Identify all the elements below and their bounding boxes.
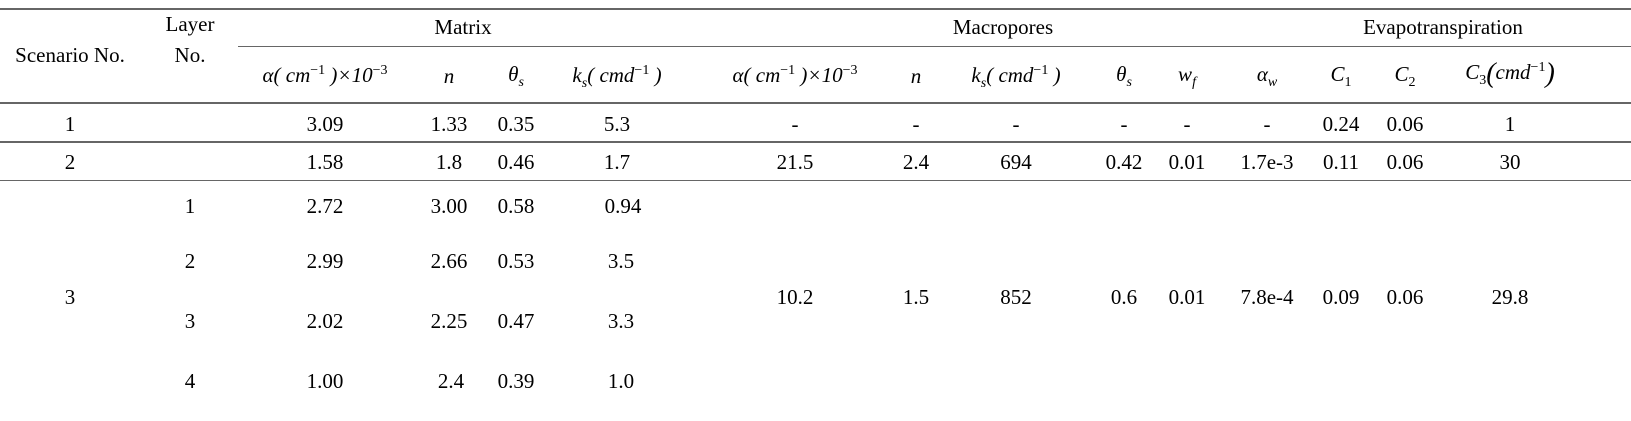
r1-p-theta: -	[1120, 112, 1128, 136]
r2-p-ks: 694	[1000, 150, 1032, 174]
r1-scenario: 1	[64, 112, 76, 136]
header-c1: $C_1$	[1330, 62, 1352, 91]
r1-m-alpha: 3.09	[306, 112, 344, 136]
s3-p-aw: 7.8e-4	[1240, 285, 1294, 309]
s3-p-ks: 852	[1000, 285, 1032, 309]
header-matrix: Matrix	[434, 15, 492, 39]
r1-m-theta: 0.35	[497, 112, 535, 136]
header-evapotranspiration: Evapotranspiration	[1363, 15, 1523, 39]
s3-l3-m-n: 2.25	[430, 309, 468, 333]
s3-l2-m-alpha: 2.99	[306, 249, 344, 273]
r1-m-n: 1.33	[430, 112, 468, 136]
header-macropores: Macropores	[952, 15, 1054, 39]
s3-l4-m-alpha: 1.00	[306, 369, 344, 393]
s3-c1: 0.09	[1322, 285, 1360, 309]
s3-l3-m-theta: 0.47	[497, 309, 535, 333]
r1-p-n: -	[912, 112, 920, 136]
s3-l2-m-theta: 0.53	[497, 249, 535, 273]
header-macro-theta: $\theta_s$	[1116, 62, 1132, 91]
header-layer-line1: Layer	[165, 12, 215, 36]
r2-p-aw: 1.7e-3	[1240, 150, 1294, 174]
r2-c1: 0.11	[1323, 150, 1359, 174]
header-c2: $C_2$	[1394, 62, 1416, 91]
header-matrix-alpha: α( $cm^{-1}$ )$\times 10^{-3}$	[262, 63, 388, 87]
s3-l1-m-alpha: 2.72	[306, 194, 344, 218]
s3-l3-m-alpha: 2.02	[306, 309, 344, 333]
s3-l1-m-n: 3.00	[430, 194, 468, 218]
s3-p-n: 1.5	[902, 285, 930, 309]
s3-l3-layer: 3	[184, 309, 196, 333]
s3-c2: 0.06	[1386, 285, 1424, 309]
r2-m-theta: 0.46	[497, 150, 535, 174]
header-matrix-theta: $\theta_s$	[508, 62, 524, 91]
r2-p-n: 2.4	[902, 150, 930, 174]
r1-c1: 0.24	[1322, 112, 1360, 136]
r1-c3: 1	[1504, 112, 1516, 136]
s3-scenario: 3	[64, 285, 76, 309]
r2-p-wf: 0.01	[1168, 150, 1206, 174]
group-underline	[238, 46, 1631, 47]
r1-p-wf: -	[1183, 112, 1191, 136]
r1-m-ks: 5.3	[603, 112, 631, 136]
s3-l1-layer: 1	[184, 194, 196, 218]
s3-l4-layer: 4	[184, 369, 196, 393]
r2-scenario: 2	[64, 150, 76, 174]
row2-rule	[0, 180, 1631, 181]
r2-m-ks: 1.7	[603, 150, 631, 174]
header-macro-alpha: α( $cm^{-1}$ )$\times 10^{-3}$	[732, 63, 858, 87]
s3-c3: 29.8	[1491, 285, 1529, 309]
r2-c3: 30	[1499, 150, 1521, 174]
header-macro-wf: $w_f$	[1178, 62, 1196, 91]
s3-l1-m-theta: 0.58	[497, 194, 535, 218]
r2-p-theta: 0.42	[1105, 150, 1143, 174]
header-matrix-n: n	[443, 64, 455, 88]
r2-c2: 0.06	[1386, 150, 1424, 174]
s3-l1-m-ks: 0.94	[604, 194, 642, 218]
s3-l3-m-ks: 3.3	[607, 309, 635, 333]
r1-p-aw: -	[1263, 112, 1271, 136]
r1-p-alpha: -	[791, 112, 799, 136]
s3-l2-m-n: 2.66	[430, 249, 468, 273]
r2-m-n: 1.8	[435, 150, 463, 174]
s3-p-wf: 0.01	[1168, 285, 1206, 309]
header-macro-ks: $k_s$( cmd$^{-1}$ )	[971, 63, 1061, 92]
top-rule	[0, 8, 1631, 10]
header-matrix-ks: $k_s$( cmd$^{-1}$ )	[572, 63, 662, 92]
s3-p-theta: 0.6	[1110, 285, 1138, 309]
r1-c2: 0.06	[1386, 112, 1424, 136]
s3-l2-m-ks: 3.5	[607, 249, 635, 273]
row1-rule	[0, 141, 1631, 143]
s3-l4-m-theta: 0.39	[497, 369, 535, 393]
s3-l2-layer: 2	[184, 249, 196, 273]
header-c3: $C_3(cmd^{-1})$	[1465, 58, 1555, 89]
s3-l4-m-n: 2.4	[437, 369, 465, 393]
header-bottom-rule	[0, 102, 1631, 104]
s3-p-alpha: 10.2	[776, 285, 814, 309]
r2-p-alpha: 21.5	[776, 150, 814, 174]
r2-m-alpha: 1.58	[306, 150, 344, 174]
header-layer-line2: No.	[174, 43, 206, 67]
header-macro-n: n	[910, 64, 922, 88]
header-scenario: Scenario No.	[15, 43, 125, 67]
s3-l4-m-ks: 1.0	[607, 369, 635, 393]
r1-p-ks: -	[1012, 112, 1020, 136]
header-macro-aw: $\alpha_w$	[1256, 62, 1278, 91]
